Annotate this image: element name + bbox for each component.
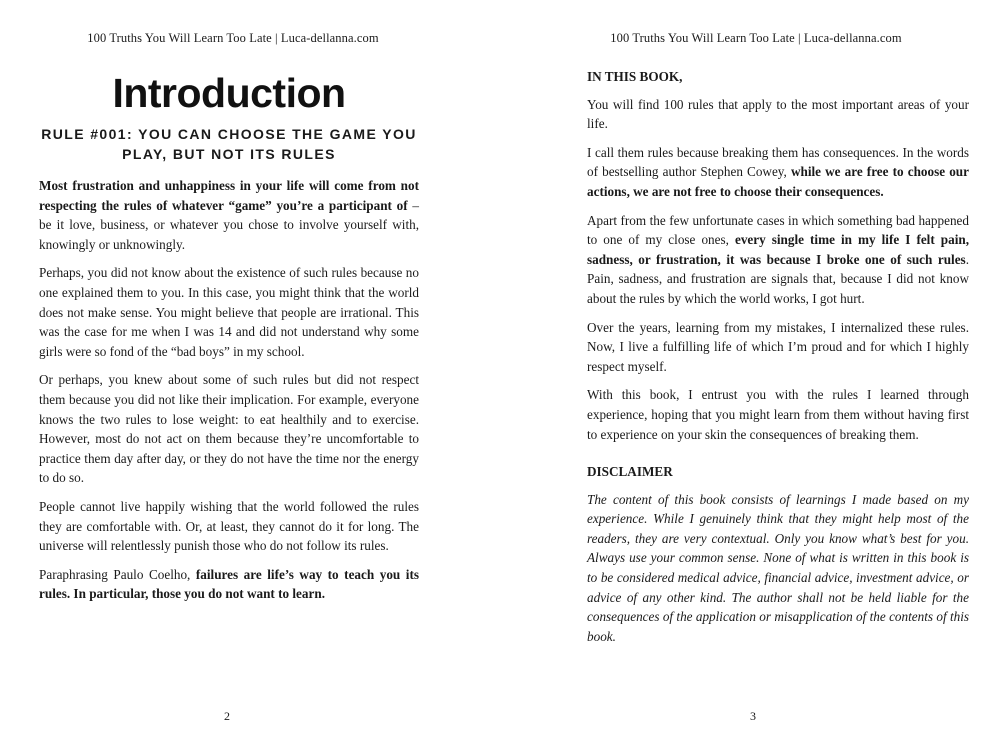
left-page-body: [39, 176, 419, 613]
running-header-left: [0, 31, 458, 46]
right-page: [503, 0, 1005, 754]
bold-text: every single time in my life I felt pain, sadness, or frustration, it was because I broke one of such rules: [587, 232, 970, 267]
paragraph: Or perhaps, you knew about some of such rules but did not respect them because you did not like their implication. For example, everyone knows the two rules to lose weight: to eat healthily and to exercise. However, most do not act on them because they’re uncomfortable to practice them day after day, or they do not have the time nor the energy to do so.: [39, 372, 419, 486]
paragraph: [39, 176, 419, 254]
text-span: Apart from the few unfortunate cases in which something bad happened to one of my close ones,: [587, 212, 969, 248]
page-number-right: 3: [750, 709, 756, 723]
page-number-left: 2: [224, 709, 230, 723]
paragraph: You will find 100 rules that apply to the most important areas of your life.: [587, 96, 969, 132]
text-span: I call them rules because breaking them has consequences. In the words of bestselling author Stephen Cowey,: [587, 144, 969, 180]
paragraph: Perhaps, you did not know about the existence of such rules because no one explained them to you. In this case, you might think that the world does not make sense. You might believe that people are irrational. This was the case for me when I was 14 and did not understand why some girls were so fond of the “bad boys” in my school.: [39, 265, 419, 359]
paragraph: [587, 211, 969, 309]
paragraph: Over the years, learning from my mistakes, I internalized these rules. Now, I live a fulfilling life of which I’m proud and for which I highly respect myself.: [587, 319, 969, 374]
text-span: . Pain, sadness, and frustration are signals that, because I did not know about the rules by which the world works, I got hurt.: [587, 251, 969, 306]
disclaimer-heading: DISCLAIMER: [587, 464, 673, 480]
right-page-body: [587, 67, 969, 655]
text-span: Paraphrasing Paulo Coelho,: [39, 566, 196, 582]
disclaimer-text: The content of this book consists of learnings I made based on my experience. While I genuinely think that they might help most of the readers, they are very contextual. Only you know what’s best for you. Always use your common sense. None of what is written in this book is to be considered medical advice, financial advice, investment advice, or advice of any other kind. The author shall not be held liable for the consequences of the application or misapplication of the contents of this book.: [587, 491, 969, 644]
bold-text: failures are life’s way to teach you its rules. In particular, those you do not want to learn.: [39, 566, 419, 602]
paragraph: People cannot live happily wishing that the world followed the rules they are comfortable with. Or, at least, they cannot do it for long. The universe will relentlessly punish those who do not follow its rules.: [39, 498, 419, 554]
running-header-text: 100 Truths You Will Learn Too Late | Luca-dellanna.com: [87, 31, 379, 45]
bold-text: while we are free to choose our actions, we are not free to choose their consequences.: [587, 164, 969, 199]
running-header-right: [503, 31, 1005, 46]
paragraph: With this book, I entrust you with the rules I learned through experience, hoping that you might learn from them without having first to experience on your skin the consequences of breaking them.: [587, 387, 969, 442]
paragraph: [587, 143, 969, 202]
chapter-title: Introduction: [112, 70, 346, 116]
running-header-text: 100 Truths You Will Learn Too Late | Luca-dellanna.com: [610, 31, 902, 45]
rule-title: RULE #001: YOU CAN CHOOSE THE GAME YOU PLAY, BUT NOT ITS RULES: [41, 126, 417, 162]
in-this-book-heading: IN THIS BOOK,: [587, 69, 683, 84]
paragraph: [39, 565, 419, 604]
left-page: [0, 0, 502, 754]
bold-text: Most frustration and unhappiness in your life will come from not respecting the rules of whatever “game” you’re a participant of: [39, 178, 419, 213]
text-span: – be it love, business, or whatever you chose to involve yourself with, knowingly or unknowingly.: [39, 197, 420, 252]
